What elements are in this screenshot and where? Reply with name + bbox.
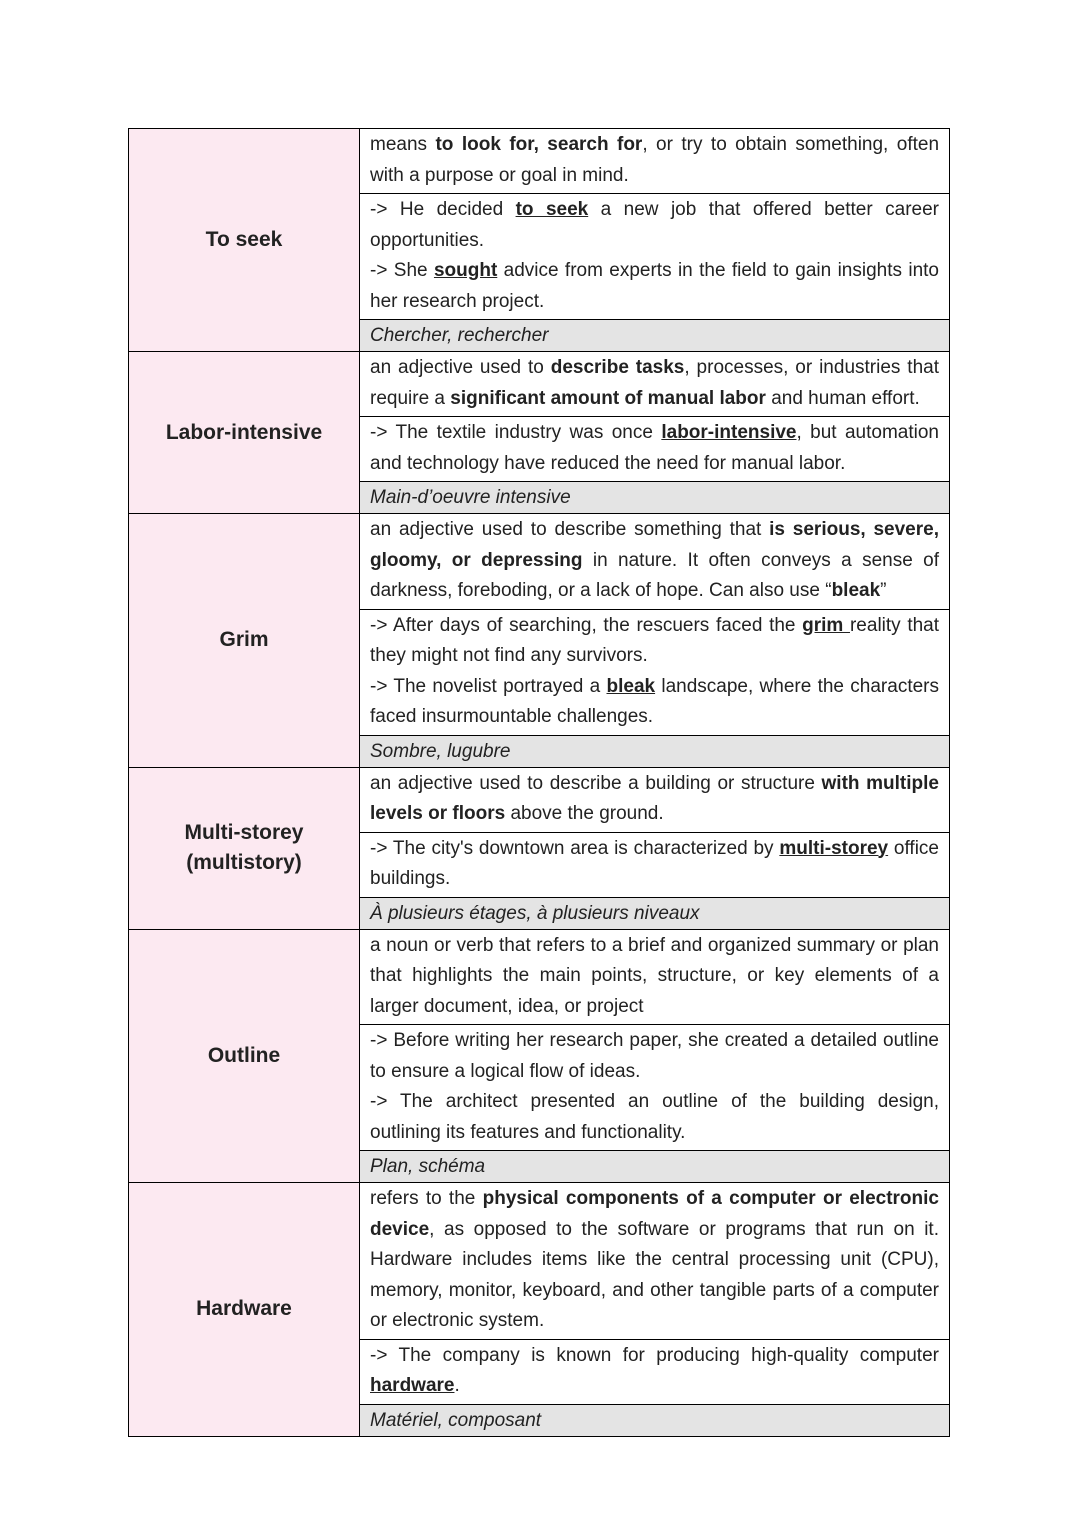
vocabulary-entry (129, 1183, 950, 1437)
text-run: , but automation and technology have reduced the need for manual labor. (370, 422, 939, 474)
text-run: -> The novelist portrayed a (370, 675, 607, 697)
text-run: means (370, 134, 436, 155)
term-label: Grim (219, 628, 269, 652)
text-run: -> After days of searching, the rescuers faced the (370, 614, 803, 636)
text-run: , as opposed to the software or programs that run on it. Hardware includes items like the central processing unit (CPU), memory, monitor, keyboard, and other tangible parts of a computer or electronic system. (370, 1218, 939, 1331)
text-run: -> The architect presented an outline of the building design, outlining its features and functionality. (370, 1091, 939, 1143)
french-translation: Plan, schéma (360, 1150, 949, 1182)
highlighted-text: multi-storey (779, 837, 889, 859)
text-run: reality that they might not find any survivors. (370, 614, 940, 666)
highlighted-text: to seek (515, 199, 589, 220)
text-run: above the ground. (505, 803, 664, 824)
vocabulary-table-body (129, 129, 950, 1437)
definition (360, 514, 949, 609)
text-run: -> She (370, 260, 434, 281)
term-label: To seek (205, 228, 283, 251)
text-run: and human effort. (765, 387, 920, 409)
text-run: -> He decided (370, 199, 516, 220)
text-run: refers to the (370, 1188, 483, 1209)
example-sentence (370, 672, 939, 733)
term-cell (129, 767, 360, 929)
example-sentence (370, 256, 939, 317)
highlighted-text: to look for, search for (435, 134, 643, 155)
vocabulary-entry (129, 352, 950, 514)
definition (360, 768, 949, 832)
highlighted-text: labor-intensive (661, 422, 797, 443)
highlighted-text: sought (433, 260, 498, 281)
vocabulary-table (128, 128, 950, 1437)
french-translation: Sombre, lugubre (360, 735, 949, 767)
examples (360, 1024, 949, 1150)
text-run: -> Before writing her research paper, she created a detailed outline to ensure a logical flow of ideas. (370, 1030, 939, 1082)
term-cell (129, 514, 360, 768)
text-run: an adjective used to (370, 357, 551, 378)
examples (360, 609, 949, 735)
highlighted-text: hardware (370, 1375, 455, 1396)
highlighted-text: bleak (831, 580, 881, 601)
text-run: , or try to obtain something, often with a purpose or goal in mind. (370, 134, 940, 186)
content-cell (360, 767, 950, 929)
content-cell (360, 929, 950, 1183)
content-cell (360, 514, 950, 768)
text-run: , processes, or industries that require a (370, 357, 939, 409)
french-translation: Main-d’oeuvre intensive (360, 481, 949, 513)
french-translation: Matériel, composant (360, 1404, 949, 1436)
text-run: -> The textile industry was once (370, 422, 662, 443)
example-sentence (370, 834, 939, 895)
vocabulary-entry (129, 767, 950, 929)
french-translation: Chercher, rechercher (360, 319, 949, 351)
text-run: landscape, where the characters faced insurmountable challenges. (370, 675, 939, 727)
definition (360, 930, 949, 1025)
examples (360, 832, 949, 897)
term-label: Labor-intensive (165, 420, 323, 444)
highlighted-text: with multiple levels or floors (370, 772, 939, 824)
definition (360, 352, 949, 416)
example-sentence (370, 1087, 939, 1148)
content-cell (360, 129, 950, 352)
examples (360, 416, 949, 481)
term-cell (129, 1183, 360, 1437)
text-run: . (454, 1375, 460, 1396)
term-label: Hardware (196, 1297, 292, 1321)
highlighted-text: grim (802, 614, 850, 636)
vocabulary-entry (129, 129, 950, 352)
text-run: advice from experts in the field to gain insights into her research project. (370, 260, 939, 312)
french-translation: À plusieurs étages, à plusieurs niveaux (360, 897, 949, 929)
definition (360, 1183, 949, 1339)
highlighted-text: is serious, severe, gloomy, or depressing (370, 519, 939, 571)
examples (360, 1339, 949, 1404)
vocabulary-entry (129, 929, 950, 1183)
term-label: Outline (207, 1043, 281, 1067)
vocabulary-entry (129, 514, 950, 768)
example-sentence (370, 195, 939, 256)
content-cell (360, 1183, 950, 1437)
term-cell (129, 929, 360, 1183)
content-cell (360, 352, 950, 514)
text-run: a new job that offered better career opportunities. (370, 199, 939, 251)
text-run: -> The city's downtown area is characterized by (370, 837, 780, 859)
term-label: Multi-storey (184, 821, 304, 844)
highlighted-text: describe tasks (550, 357, 685, 378)
text-run: an adjective used to describe something that (370, 519, 770, 540)
text-run: office buildings. (370, 837, 939, 889)
text-run: in nature. It often conveys a sense of darkness, foreboding, or a lack of hope. Can also use “ (370, 549, 939, 601)
definition (360, 129, 949, 193)
highlighted-text: bleak (606, 675, 656, 697)
text-run: a noun or verb that refers to a brief and organized summary or plan that highlights the main points, structure, or key elements of a larger document, idea, or project (370, 934, 939, 1017)
text-run: -> The company is known for producing high-quality computer (370, 1344, 939, 1366)
term-label: (multistory) (186, 851, 302, 874)
text-run: an adjective used to describe a building or structure (370, 772, 822, 794)
term-cell (129, 129, 360, 352)
highlighted-text: significant amount of manual labor (450, 387, 766, 409)
example-sentence (370, 1341, 939, 1402)
term-cell (129, 352, 360, 514)
example-sentence (370, 611, 939, 672)
text-run: ” (880, 580, 887, 601)
example-sentence (370, 1026, 939, 1087)
examples (360, 193, 949, 319)
highlighted-text: physical components of a computer or electronic device (370, 1188, 939, 1240)
example-sentence (370, 418, 939, 479)
